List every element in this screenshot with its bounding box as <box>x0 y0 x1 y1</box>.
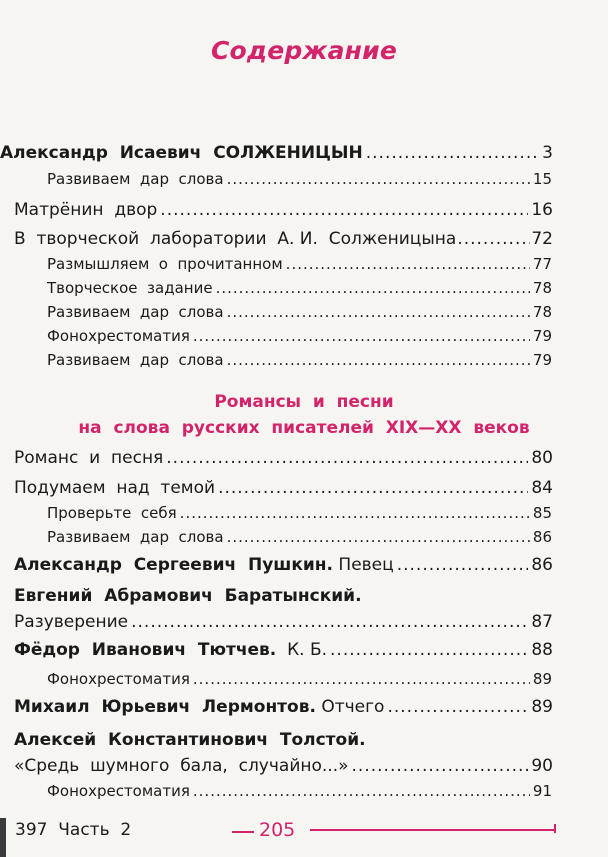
toc-text: Подумаем над темой <box>14 478 216 498</box>
toc-entry[interactable] <box>47 327 552 345</box>
toc-leader <box>131 612 528 632</box>
toc-entry[interactable] <box>14 478 553 498</box>
toc-page: 80 <box>531 448 553 468</box>
toc-text: Развиваем дар слова <box>47 528 224 546</box>
toc-leader <box>397 555 529 575</box>
toc-author: Михаил Юрьевич Лермонтов. <box>14 697 316 717</box>
toc-entry[interactable] <box>14 612 553 632</box>
toc-page: 86 <box>532 528 552 546</box>
toc-entry[interactable] <box>47 170 552 188</box>
toc-page: 89 <box>532 670 552 688</box>
toc-author-heading: Евгений Абрамович Баратынский. <box>14 586 362 606</box>
toc-page: 89 <box>531 697 553 717</box>
section-title-line1: Романсы и песни <box>214 392 394 412</box>
toc-leader <box>227 351 530 369</box>
toc-page: 3 <box>542 143 553 163</box>
toc-page: 16 <box>531 200 553 220</box>
toc-leader <box>193 782 530 800</box>
toc-entry[interactable] <box>14 756 553 776</box>
toc-entry-lermontov[interactable] <box>14 697 553 717</box>
toc-entry-pushkin[interactable] <box>14 555 553 575</box>
toc-page: 86 <box>531 555 553 575</box>
toc-leader <box>216 279 530 297</box>
toc-text: Отчего <box>315 697 385 717</box>
toc-text: Размышляем о прочитанном <box>47 255 283 273</box>
toc-text: Матрёнин двор <box>14 200 158 220</box>
toc-leader <box>457 229 530 249</box>
toc-text: Романс и песня <box>14 448 164 468</box>
toc-text: Певец <box>333 555 394 575</box>
toc-entry[interactable] <box>14 229 553 249</box>
toc-leader <box>286 255 530 273</box>
page-title: Содержание <box>210 36 398 65</box>
toc-entry[interactable] <box>47 782 552 800</box>
toc-leader <box>227 303 530 321</box>
toc-entry[interactable] <box>14 448 553 468</box>
toc-entry[interactable] <box>47 504 552 522</box>
page-number: 205 <box>259 819 296 841</box>
toc-page: 79 <box>532 351 552 369</box>
footer-rule-tick <box>554 824 556 833</box>
toc-page: 90 <box>531 756 553 776</box>
toc-leader <box>218 478 528 498</box>
toc-entry[interactable] <box>47 303 552 321</box>
footer-book-part: 397 Часть 2 <box>15 820 132 840</box>
toc-author: Александр Исаевич СОЛЖЕНИЦЫН <box>0 143 363 163</box>
toc-leader <box>227 528 530 546</box>
toc-entry[interactable] <box>47 255 552 273</box>
toc-author: Фёдор Иванович Тютчев. <box>14 640 277 660</box>
toc-page: 78 <box>532 279 552 297</box>
toc-leader <box>180 504 530 522</box>
toc-entry[interactable] <box>47 670 552 688</box>
toc-text: Развиваем дар слова <box>47 170 224 188</box>
toc-text: Проверьте себя <box>47 504 177 522</box>
toc-page: 85 <box>532 504 552 522</box>
page-edge-bar <box>0 818 6 857</box>
toc-author: Александр Сергеевич Пушкин. <box>14 555 334 575</box>
toc-leader <box>227 170 530 188</box>
toc-page: 72 <box>531 229 553 249</box>
toc-leader <box>387 697 528 717</box>
toc-leader <box>166 448 528 468</box>
toc-text: К. Б. <box>276 640 328 660</box>
toc-text: Развиваем дар слова <box>47 303 224 321</box>
toc-leader <box>352 756 529 776</box>
toc-text: Развиваем дар слова <box>47 351 224 369</box>
toc-entry-solzhenitsyn[interactable] <box>0 143 553 163</box>
footer-rule-right <box>310 829 555 831</box>
toc-leader <box>193 327 530 345</box>
toc-text: «Средь шумного бала, случайно...» <box>14 756 349 776</box>
toc-entry[interactable] <box>47 279 552 297</box>
toc-entry[interactable] <box>47 351 552 369</box>
toc-page: 78 <box>532 303 552 321</box>
toc-page: 84 <box>531 478 553 498</box>
toc-entry-tyutchev[interactable] <box>14 640 553 660</box>
toc-leader <box>330 640 528 660</box>
toc-page: 87 <box>531 612 553 632</box>
section-title-line2: на слова русских писателей XIX—XX веков <box>78 418 530 438</box>
toc-text: В творческой лаборатории А. И. Солженицына <box>14 229 457 249</box>
toc-page: 77 <box>532 255 552 273</box>
toc-text: Фонохрестоматия <box>47 327 190 345</box>
toc-leader <box>160 200 528 220</box>
toc-text: Фонохрестоматия <box>47 670 190 688</box>
toc-entry[interactable] <box>14 200 553 220</box>
toc-author-heading: Алексей Константинович Толстой. <box>14 730 366 750</box>
toc-page: 88 <box>531 640 553 660</box>
toc-text: Фонохрестоматия <box>47 782 190 800</box>
toc-text: Разуверение <box>14 612 129 632</box>
toc-leader <box>366 143 539 163</box>
toc-page: 79 <box>532 327 552 345</box>
toc-text: Творческое задание <box>47 279 213 297</box>
toc-page: 91 <box>532 782 552 800</box>
footer-rule-left <box>232 831 254 833</box>
toc-leader <box>193 670 530 688</box>
toc-page: 15 <box>532 170 552 188</box>
toc-entry[interactable] <box>47 528 552 546</box>
